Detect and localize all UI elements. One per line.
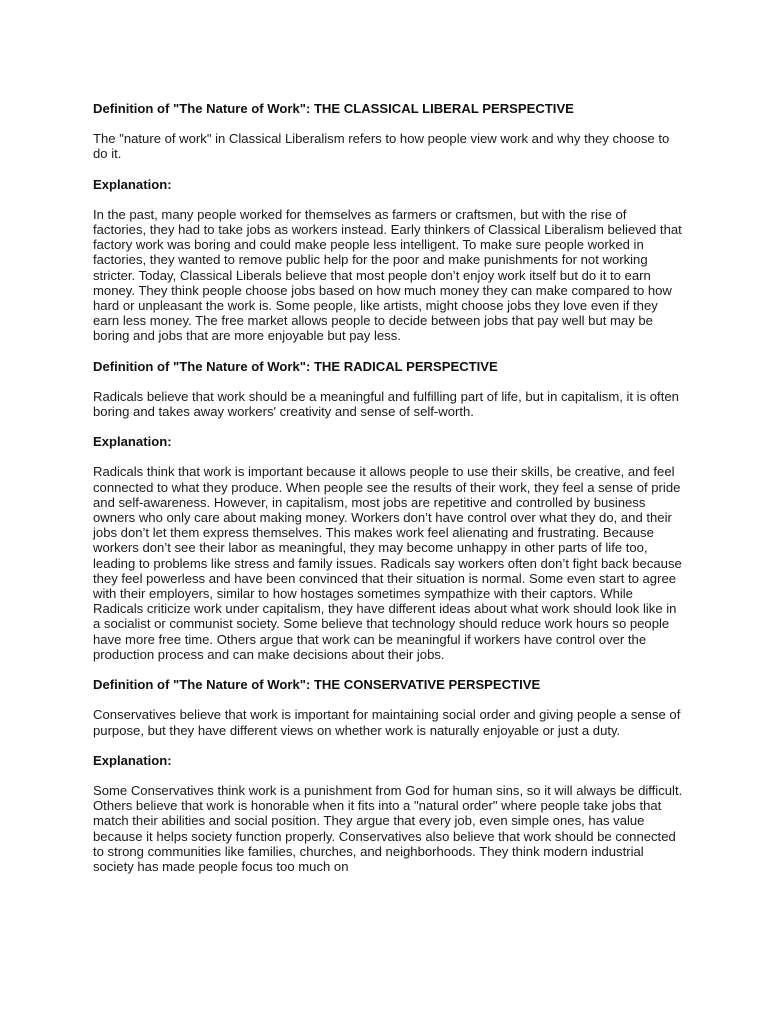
section-heading-conservative: Definition of "The Nature of Work": THE CONSERVATIVE PERSPECTIVE	[93, 677, 541, 693]
definition-conservative: Conservatives believe that work is important for maintaining social order and giving people a sense of purpose, but they have different views on whether work is naturally enjoyable or just a duty.	[93, 707, 681, 738]
explanation-label-conservative: Explanation:	[93, 752, 172, 768]
explanation-radical: Radicals think that work is important because it allows people to use their skills, be creative, and feel connected to what they produce. When people see the results of their work, they feel a sense of pride and self-awareness. However, in capitalism, most jobs are repetitive and controlled by business owners who only care about making money. Workers don’t have control over what they do, and their jobs don’t let them express themselves. This makes work feel alienating and frustrating. Because workers don’t see their labor as meaningful, they may become unhappy in other parts of life too, leading to problems like stress and family issues. Radicals say workers often don’t fight back because they feel powerless and have been convinced that their situation is normal. Some even start to agree with their employers, similar to how hostages sometimes sympathize with their captors. While Radicals criticize work under capitalism, they have different ideas about what work should look like in a socialist or communist society. Some believe that technology should reduce work hours so people have more free time. Others argue that work can be meaningful if workers have control over the production process and can make decisions about their jobs.	[93, 464, 682, 662]
explanation-label-radical: Explanation:	[93, 434, 172, 450]
definition-radical: Radicals believe that work should be a meaningful and fulfilling part of life, but in capitalism, it is often boring and takes away workers' creativity and sense of self-worth.	[93, 388, 679, 420]
explanation-conservative: Some Conservatives think work is a punishment from God for human sins, so it will always be difficult. Others believe that work is honorable when it fits into a "natural order" where people take jobs that match their abilities and social position. They argue that every job, even simple ones, has value because it helps society function properly. Conservatives also believe that work should be connected to strong communities like families, churches, and neighborhoods. They think modern industrial society has made people focus too much on	[93, 782, 683, 874]
section-heading-classical-liberal: Definition of "The Nature of Work": THE CLASSICAL LIBERAL PERSPECTIVE	[93, 101, 574, 116]
document-body	[93, 101, 683, 889]
section-heading-radical: Definition of "The Nature of Work": THE RADICAL PERSPECTIVE	[93, 358, 498, 374]
explanation-label-classical-liberal: Explanation:	[93, 176, 172, 192]
explanation-classical-liberal: In the past, many people worked for themselves as farmers or craftsmen, but with the rise of factories, they had to take jobs as workers instead. Early thinkers of Classical Liberalism believed that factory work was boring and could make people less intelligent. To make sure people worked in factories, they wanted to remove public help for the poor and make punishments for not working stricter. Today, Classical Liberals believe that most people don’t enjoy work itself but do it to earn money. They think people choose jobs based on how much money they can make compared to how hard or unpleasant the work is. Some people, like artists, might choose jobs they love even if they earn less money. The free market allows people to decide between jobs that pay well but may be boring and jobs that are more enjoyable but pay less.	[93, 206, 682, 344]
definition-classical-liberal: The "nature of work" in Classical Liberalism refers to how people view work and why they choose to do it.	[93, 131, 670, 162]
